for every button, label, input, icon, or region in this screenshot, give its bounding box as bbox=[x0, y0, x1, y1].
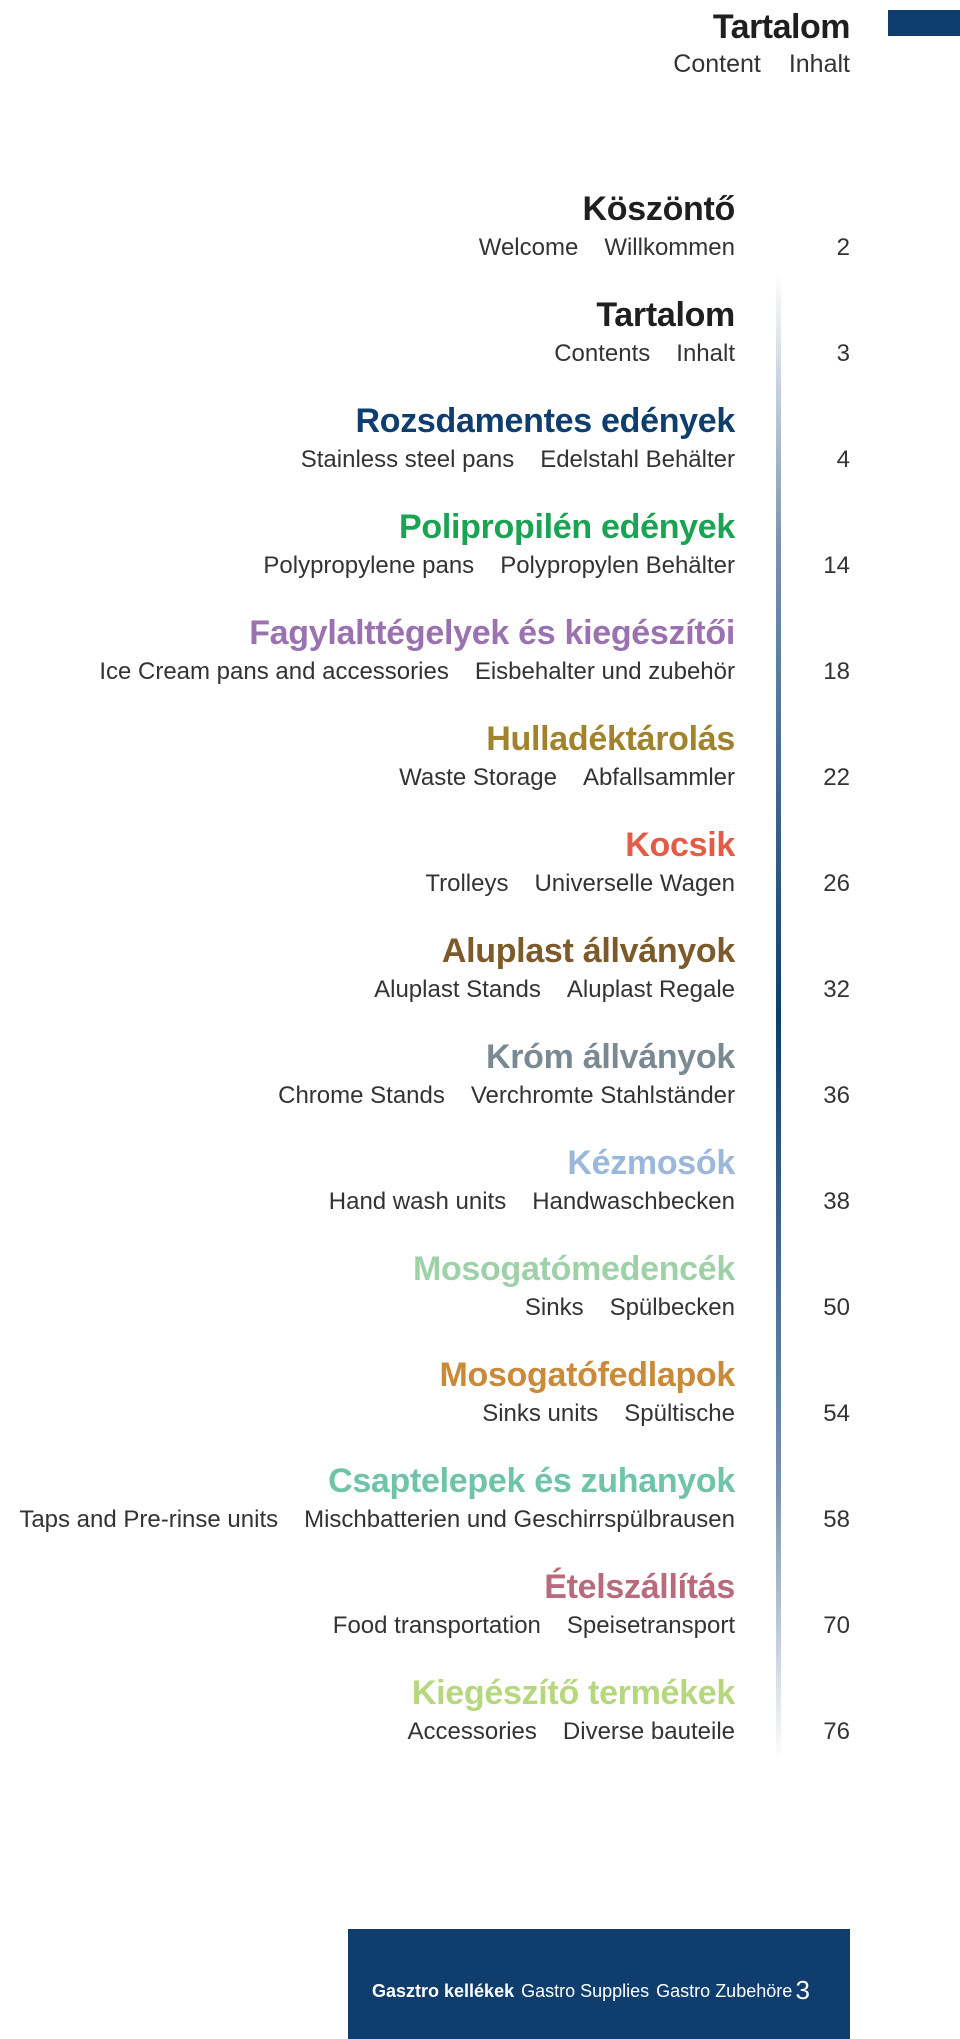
toc-entry-subtitle-en: Food transportation bbox=[332, 1612, 541, 1639]
footer-page-number: 3 bbox=[795, 1975, 810, 2005]
toc-entry-subtitle-en: Hand wash units bbox=[328, 1188, 507, 1215]
footer-label-en: Gastro Supplies bbox=[521, 1981, 650, 2001]
page-header bbox=[673, 6, 850, 80]
table-of-contents bbox=[0, 186, 960, 1776]
toc-entry-subtitle-en: Welcome bbox=[478, 234, 579, 261]
toc-entry[interactable] bbox=[0, 1458, 960, 1564]
page-subtitle bbox=[673, 48, 850, 80]
toc-entry-subtitle-de: Spültische bbox=[624, 1400, 735, 1427]
toc-entry-title: Köszöntő bbox=[582, 190, 735, 228]
toc-entry-subtitle bbox=[425, 868, 735, 900]
toc-entry-page-number: 58 bbox=[823, 1506, 850, 1533]
toc-entry-title: Tartalom bbox=[596, 296, 735, 334]
toc-entry-page-number: 4 bbox=[836, 446, 850, 473]
toc-entry-subtitle-en: Contents bbox=[554, 340, 651, 367]
toc-entry-title: Kézmosók bbox=[567, 1144, 735, 1182]
toc-entry-page-number: 26 bbox=[823, 870, 850, 897]
toc-entry[interactable] bbox=[0, 292, 960, 398]
toc-entry-page-number: 76 bbox=[823, 1718, 850, 1745]
toc-entry-subtitle-de: Spülbecken bbox=[609, 1294, 735, 1321]
toc-entry-subtitle bbox=[99, 656, 735, 688]
toc-entry-page-number: 32 bbox=[823, 976, 850, 1003]
toc-entry[interactable] bbox=[0, 186, 960, 292]
toc-entry-subtitle-de: Verchromte Stahlständer bbox=[470, 1082, 735, 1109]
toc-entry-subtitle-en: Chrome Stands bbox=[278, 1082, 445, 1109]
toc-entry[interactable] bbox=[0, 928, 960, 1034]
toc-entry-subtitle-de: Handwaschbecken bbox=[532, 1188, 735, 1215]
page-subtitle-en: Content bbox=[673, 50, 761, 78]
toc-entry-page-number: 36 bbox=[823, 1082, 850, 1109]
toc-entry[interactable] bbox=[0, 1352, 960, 1458]
toc-entry-title: Csaptelepek és zuhanyok bbox=[328, 1462, 735, 1500]
toc-entry-subtitle-de: Mischbatterien und Geschirrspülbrausen bbox=[304, 1506, 735, 1533]
toc-entry-subtitle-en: Accessories bbox=[407, 1718, 537, 1745]
toc-entry-page-number: 22 bbox=[823, 764, 850, 791]
toc-entry[interactable] bbox=[0, 1670, 960, 1776]
toc-entry-page-number: 18 bbox=[823, 658, 850, 685]
toc-entry-title: Polipropilén edények bbox=[399, 508, 735, 546]
page-subtitle-de: Inhalt bbox=[788, 50, 850, 78]
toc-entry-subtitle-de: Edelstahl Behälter bbox=[540, 446, 735, 473]
toc-entry-title: Ételszállítás bbox=[544, 1568, 735, 1606]
footer-label-de: Gastro Zubehöre bbox=[656, 1981, 793, 2001]
toc-entry-subtitle-de: Abfallsammler bbox=[582, 764, 735, 791]
toc-entry-title: Mosogatófedlapok bbox=[439, 1356, 735, 1394]
toc-entry-subtitle bbox=[329, 1186, 735, 1218]
toc-entry-subtitle bbox=[479, 232, 735, 264]
toc-entry-subtitle bbox=[399, 762, 735, 794]
toc-entry-subtitle bbox=[278, 1080, 735, 1112]
toc-entry-subtitle bbox=[263, 550, 735, 582]
toc-entry-title: Kocsik bbox=[625, 826, 735, 864]
toc-entry-title: Mosogatómedencék bbox=[412, 1250, 735, 1288]
toc-entry-page-number: 3 bbox=[836, 340, 850, 367]
toc-entry-subtitle-en: Ice Cream pans and accessories bbox=[99, 658, 449, 685]
toc-entry-page-number: 38 bbox=[823, 1188, 850, 1215]
page-footer bbox=[348, 1929, 850, 2039]
toc-entry-subtitle-de: Universelle Wagen bbox=[534, 870, 735, 897]
toc-entry-subtitle bbox=[301, 444, 735, 476]
toc-entry[interactable] bbox=[0, 716, 960, 822]
toc-entry-title: Króm állványok bbox=[485, 1038, 735, 1076]
toc-entry-title: Kiegészítő termékek bbox=[411, 1674, 735, 1712]
toc-entry[interactable] bbox=[0, 610, 960, 716]
page-title: Tartalom bbox=[712, 8, 850, 46]
toc-entry-subtitle bbox=[19, 1504, 735, 1536]
toc-entry-subtitle bbox=[408, 1716, 735, 1748]
toc-entry-subtitle-en: Taps and Pre-rinse units bbox=[19, 1506, 279, 1533]
toc-entry-subtitle-en: Trolleys bbox=[425, 870, 509, 897]
toc-entry-subtitle bbox=[333, 1610, 735, 1642]
toc-entry-subtitle-en: Waste Storage bbox=[399, 764, 557, 791]
toc-entry-subtitle-de: Speisetransport bbox=[566, 1612, 735, 1639]
toc-entry[interactable] bbox=[0, 1246, 960, 1352]
toc-entry-title: Rozsdamentes edények bbox=[355, 402, 735, 440]
corner-accent-bar bbox=[888, 10, 960, 36]
toc-entry-subtitle-en: Sinks units bbox=[482, 1400, 599, 1427]
toc-entry-subtitle bbox=[554, 338, 735, 370]
toc-entry-subtitle-de: Polypropylen Behälter bbox=[500, 552, 735, 579]
toc-entry-page-number: 14 bbox=[823, 552, 850, 579]
toc-entry-subtitle bbox=[482, 1398, 735, 1430]
toc-entry-subtitle-de: Diverse bauteile bbox=[562, 1718, 735, 1745]
toc-entry-subtitle-en: Sinks bbox=[524, 1294, 584, 1321]
toc-entry[interactable] bbox=[0, 1034, 960, 1140]
toc-entry[interactable] bbox=[0, 504, 960, 610]
toc-entry[interactable] bbox=[0, 1564, 960, 1670]
toc-entry-subtitle bbox=[374, 974, 735, 1006]
toc-entry-subtitle-en: Stainless steel pans bbox=[300, 446, 515, 473]
toc-entry[interactable] bbox=[0, 822, 960, 928]
toc-entry-subtitle-de: Aluplast Regale bbox=[566, 976, 735, 1003]
toc-entry[interactable] bbox=[0, 1140, 960, 1246]
footer-label bbox=[372, 1981, 792, 2002]
toc-entry-page-number: 50 bbox=[823, 1294, 850, 1321]
toc-entry-title: Aluplast állványok bbox=[441, 932, 735, 970]
toc-entry-title: Fagylalttégelyek és kiegészítői bbox=[249, 614, 735, 652]
toc-entry-subtitle bbox=[525, 1292, 735, 1324]
toc-entry-subtitle-de: Willkommen bbox=[604, 234, 735, 261]
toc-entry-subtitle-de: Eisbehalter und zubehör bbox=[474, 658, 735, 685]
toc-entry-subtitle-en: Polypropylene pans bbox=[263, 552, 475, 579]
toc-entry-title: Hulladéktárolás bbox=[486, 720, 735, 758]
toc-entry-page-number: 54 bbox=[823, 1400, 850, 1427]
toc-entry-page-number: 2 bbox=[836, 234, 850, 261]
toc-entry-subtitle-en: Aluplast Stands bbox=[374, 976, 541, 1003]
toc-entry[interactable] bbox=[0, 398, 960, 504]
footer-label-hu: Gasztro kellékek bbox=[372, 1981, 515, 2001]
toc-entry-page-number: 70 bbox=[823, 1612, 850, 1639]
toc-entry-subtitle-de: Inhalt bbox=[676, 340, 735, 367]
